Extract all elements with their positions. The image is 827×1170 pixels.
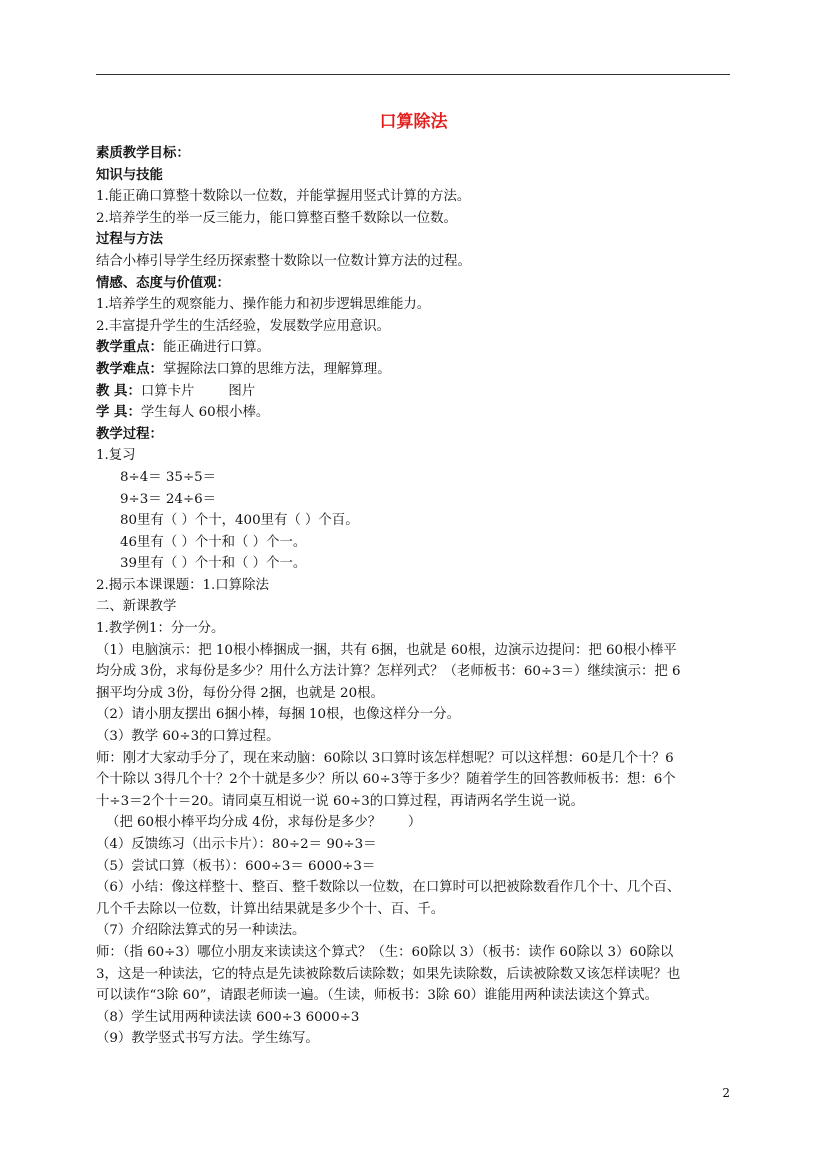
text-line xyxy=(96,165,736,187)
text-line xyxy=(96,704,736,726)
line-text: （2）请小朋友摆出 6捆小棒，每捆 10根，也像这样分一分。 xyxy=(96,707,460,723)
text-line xyxy=(96,748,736,770)
section-label: 教学难点： xyxy=(96,361,163,377)
line-text: 十÷3＝2个十＝20。请同桌互相说一说 60÷3的口算过程，再请两名学生说一说。 xyxy=(96,793,585,809)
text-line xyxy=(96,618,736,640)
text-line xyxy=(96,834,736,856)
header-rule xyxy=(96,74,730,75)
line-text: 3，这是一种读法，它的特点是先读被除数后读除数；如果先读除数，后读被除数又该怎样读呢？也 xyxy=(96,966,681,982)
section-label: 教 具： xyxy=(96,383,141,399)
text-line xyxy=(96,251,736,273)
text-line xyxy=(96,791,736,813)
line-text: 1.教学例1：分一分。 xyxy=(96,621,225,637)
text-line xyxy=(96,812,736,834)
line-text: 80里有（ ）个十，400里有（ ）个百。 xyxy=(120,513,359,529)
line-text: （把 60根小棒平均分成 4份，求每份是多少？ ） xyxy=(106,815,422,831)
text-line xyxy=(96,316,736,338)
line-text-secondary: 图片 xyxy=(228,383,256,399)
line-text: （4）反馈练习（出示卡片）：80÷2＝ 90÷3＝ xyxy=(96,837,377,852)
section-label: 学 具： xyxy=(96,405,141,421)
text-line xyxy=(96,273,736,295)
text-line xyxy=(96,596,736,618)
text-line xyxy=(96,964,736,986)
line-text: 学生每人 60根小棒。 xyxy=(140,405,270,421)
line-text: 结合小棒引导学生经历探索整十数除以一位数计算方法的过程。 xyxy=(96,253,471,269)
line-text: （5）尝试口算（板书）：600÷3＝ 6000÷3＝ xyxy=(96,858,376,874)
line-text: 口算卡片 xyxy=(140,383,195,399)
line-text: 46里有（ ）个十和（ ）个一。 xyxy=(120,534,307,550)
text-line xyxy=(96,510,736,532)
line-text: 2.培养学生的举一反三能力，能口算整百整千数除以一位数。 xyxy=(96,210,457,226)
text-line xyxy=(96,359,736,381)
section-label: 素质教学目标： xyxy=(96,146,190,161)
text-line xyxy=(96,942,736,964)
text-line xyxy=(96,920,736,942)
page-title: 口算除法 xyxy=(379,112,448,132)
text-line xyxy=(96,445,736,467)
text-line xyxy=(96,467,736,489)
line-text: 捆平均分成 3份，每份分得 2捆，也就是 20根。 xyxy=(96,685,384,701)
text-line xyxy=(96,769,736,791)
line-text: （6）小结：像这样整十、整百、整千数除以一位数，在口算时可以把被除数看作几个十、几个百、 xyxy=(96,880,681,896)
line-text: 师：刚才大家动手分了，现在来动脑：60除以 3口算时该怎样想呢？可以这样想：60是几个十？6 xyxy=(96,750,674,766)
text-line xyxy=(96,856,736,878)
section-label: 情感、态度与价值观： xyxy=(96,275,230,291)
line-text: 均分成 3份，求每份是多少？用什么方法计算？怎样列式？（老师板书：60÷3＝）继续演示：把 6 xyxy=(96,664,681,680)
line-text: 1.复习 xyxy=(96,448,136,464)
line-text: （7）介绍除法算式的另一种读法。 xyxy=(96,923,306,939)
text-line xyxy=(96,661,736,683)
line-text: 1.能正确口算整十数除以一位数，并能掌握用竖式计算的方法。 xyxy=(96,189,471,205)
text-line xyxy=(96,402,736,424)
document-body xyxy=(96,143,736,1050)
text-line xyxy=(96,337,736,359)
line-text: 2.揭示本课课题：1.口算除法 xyxy=(96,577,269,593)
text-line xyxy=(96,1028,736,1050)
line-text: 掌握除法口算的思维方法，理解算理。 xyxy=(162,361,391,377)
section-label: 教学重点： xyxy=(96,340,163,356)
text-line xyxy=(96,208,736,230)
line-text: （8）学生试用两种读法读 600÷3 6000÷3 xyxy=(96,1009,360,1025)
text-line xyxy=(96,1007,736,1029)
text-line xyxy=(96,575,736,597)
line-text: 8÷4＝ 35÷5＝ xyxy=(120,469,217,485)
text-line xyxy=(96,186,736,208)
section-label: 知识与技能 xyxy=(96,167,163,183)
section-label: 过程与方法 xyxy=(96,232,163,248)
text-line xyxy=(96,553,736,575)
line-text: （1）电脑演示：把 10根小棒捆成一捆，共有 6捆，也就是 60根，边演示边提问：把 60根小棒平 xyxy=(96,642,677,658)
text-line xyxy=(96,381,736,403)
text-line xyxy=(96,899,736,921)
page-number: 2 xyxy=(722,1086,730,1100)
text-line xyxy=(96,294,736,316)
line-text: 几个千去除以一位数，计算出结果就是多少个十、百、千。 xyxy=(96,901,445,917)
line-text: （9）教学竖式书写方法。学生练写。 xyxy=(96,1031,319,1047)
line-text: 师：（指 60÷3）哪位小朋友来读读这个算式？（生：60除以 3）（板书：读作 60除以 3）60除以 xyxy=(96,944,674,960)
text-line xyxy=(96,640,736,662)
line-text: 39里有（ ）个十和（ ）个一。 xyxy=(120,556,307,572)
line-text: 二、新课教学 xyxy=(96,599,177,615)
text-line xyxy=(96,985,736,1007)
text-line xyxy=(96,877,736,899)
line-text: 可以读作“3除 60”，请跟老师读一遍。（生读，师板书：3除 60）谁能用两种读法读这个算式。 xyxy=(96,988,659,1004)
line-text: 个十除以 3得几个十？2个十就是多少？所以 60÷3等于多少？随着学生的回答教师板书：想：6个 xyxy=(96,772,676,788)
line-text: （3）教学 60÷3的口算过程。 xyxy=(96,729,280,745)
line-text: 9÷3＝ 24÷6＝ xyxy=(120,491,217,507)
line-text: 能正确进行口算。 xyxy=(162,340,271,356)
text-line xyxy=(96,683,736,705)
text-line xyxy=(96,424,736,446)
text-line xyxy=(96,532,736,554)
section-label: 教学过程： xyxy=(96,426,163,442)
text-line xyxy=(96,726,736,748)
text-line xyxy=(96,143,736,165)
text-line xyxy=(96,489,736,511)
line-text: 2.丰富提升学生的生活经验，发展数学应用意识。 xyxy=(96,318,390,334)
text-line xyxy=(96,229,736,251)
line-text: 1.培养学生的观察能力、操作能力和初步逻辑思维能力。 xyxy=(96,297,431,313)
